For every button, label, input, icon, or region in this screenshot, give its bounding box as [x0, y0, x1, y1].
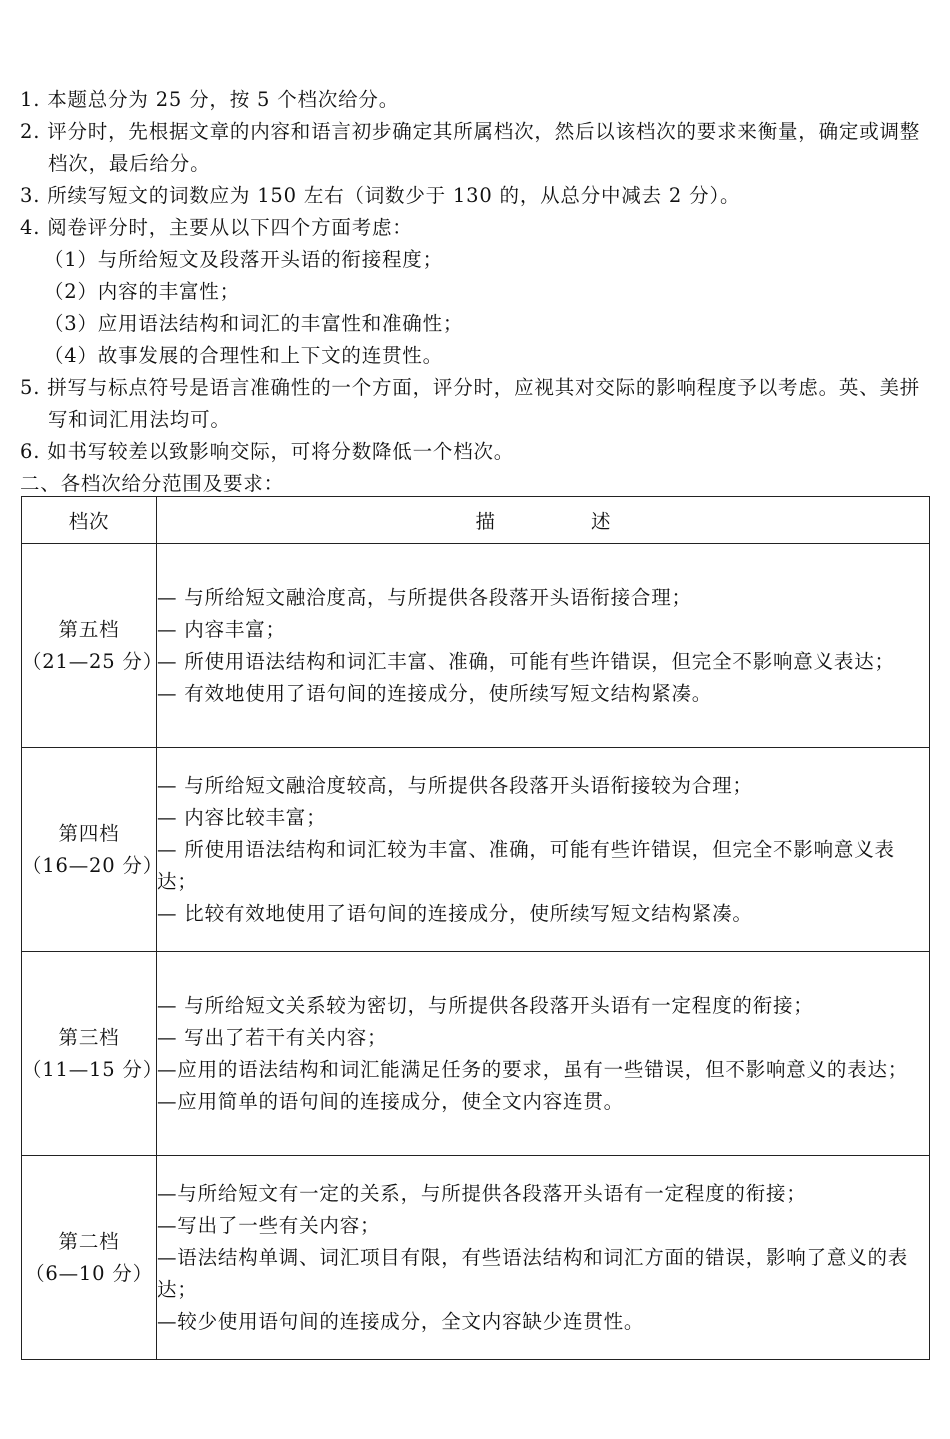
- description-line: — 有效地使用了语句间的连接成分，使所续写短文结构紧凑。: [157, 681, 713, 705]
- consideration-3: （3）应用语法结构和词汇的丰富性和准确性；: [44, 312, 464, 335]
- description-line: —与所给短文有一定的关系，与所提供各段落开头语有一定程度的衔接；: [157, 1181, 807, 1205]
- rule-6: 6. 如书写较差以致影响交际，可将分数降低一个档次。: [20, 440, 515, 463]
- table-row: [22, 544, 930, 748]
- level-name: 第五档: [58, 617, 120, 641]
- level-name: 第三档: [58, 1025, 120, 1049]
- description-line: — 所使用语法结构和词汇丰富、准确，可能有些许错误，但完全不影响意义表达；: [157, 649, 895, 673]
- description-cell: [157, 1156, 930, 1360]
- description-line: — 比较有效地使用了语句间的连接成分，使所续写短文结构紧凑。: [157, 901, 753, 925]
- description-line: — 与所给短文融洽度较高，与所提供各段落开头语衔接较为合理；: [157, 773, 753, 797]
- grading-table: [21, 496, 930, 1360]
- description-cell: [157, 952, 930, 1156]
- header-desc-char-1: 描: [475, 510, 495, 533]
- description-line: —写出了一些有关内容；: [157, 1213, 381, 1237]
- level-cell: [22, 1156, 157, 1360]
- level-range: （11—15 分）: [22, 1057, 164, 1081]
- header-desc-char-2: 述: [591, 510, 611, 533]
- description-line: — 与所给短文关系较为密切，与所提供各段落开头语有一定程度的衔接；: [157, 993, 814, 1017]
- rule-4: 4. 阅卷评分时，主要从以下四个方面考虑：: [20, 216, 413, 239]
- level-cell: [22, 544, 164, 748]
- rule-1: 1. 本题总分为 25 分，按 5 个档次给分。: [20, 88, 400, 111]
- table-header-row: [22, 497, 930, 544]
- description-line: —较少使用语句间的连接成分，全文内容缺少连贯性。: [157, 1309, 645, 1333]
- header-description: [157, 497, 930, 544]
- description-line: —应用简单的语句间的连接成分，使全文内容连贯。: [157, 1089, 624, 1113]
- rule-5: 5. 拼写与标点符号是语言准确性的一个方面，评分时，应视其对交际的影响程度予以考虑。英、美拼写和词汇用法均可。: [20, 376, 921, 431]
- description-line: —应用的语法结构和词汇能满足任务的要求，虽有一些错误，但不影响意义的表达；: [157, 1057, 909, 1081]
- table-row: [22, 748, 930, 952]
- section-heading: 二、各档次给分范围及要求：: [20, 472, 284, 495]
- description-line: — 所使用语法结构和词汇较为丰富、准确，可能有些许错误，但完全不影响意义表达；: [157, 837, 895, 893]
- description-cell: [157, 748, 930, 952]
- description-line: —语法结构单调、词汇项目有限，有些语法结构和词汇方面的错误，影响了意义的表达；: [157, 1245, 909, 1301]
- level-cell: [22, 952, 164, 1156]
- header-level: 档次: [22, 497, 157, 544]
- level-range: （16—20 分）: [22, 853, 164, 877]
- consideration-1: （1）与所给短文及段落开头语的衔接程度；: [44, 248, 443, 271]
- level-range: （21—25 分）: [22, 649, 164, 673]
- consideration-2: （2）内容的丰富性；: [44, 280, 240, 303]
- table-row: [22, 952, 930, 1156]
- description-cell: [157, 544, 930, 748]
- rule-3: 3. 所续写短文的词数应为 150 左右（词数少于 130 的，从总分中减去 2 分）。: [20, 184, 741, 207]
- description-line: — 内容比较丰富；: [157, 805, 327, 829]
- consideration-4: （4）故事发展的合理性和上下文的连贯性。: [44, 344, 443, 367]
- description-line: — 内容丰富；: [157, 617, 286, 641]
- table-row: [22, 1156, 930, 1360]
- level-name: 第四档: [58, 821, 120, 845]
- description-line: — 与所给短文融洽度高，与所提供各段落开头语衔接合理；: [157, 585, 692, 609]
- level-range: （6—10 分）: [25, 1261, 153, 1285]
- rule-2: 2. 评分时，先根据文章的内容和语言初步确定其所属档次，然后以该档次的要求来衡量，确定或调整档次，最后给分。: [20, 120, 921, 175]
- scoring-rules: [20, 84, 935, 500]
- level-cell: [22, 748, 164, 952]
- level-name: 第二档: [58, 1229, 120, 1253]
- description-line: — 写出了若干有关内容；: [157, 1025, 388, 1049]
